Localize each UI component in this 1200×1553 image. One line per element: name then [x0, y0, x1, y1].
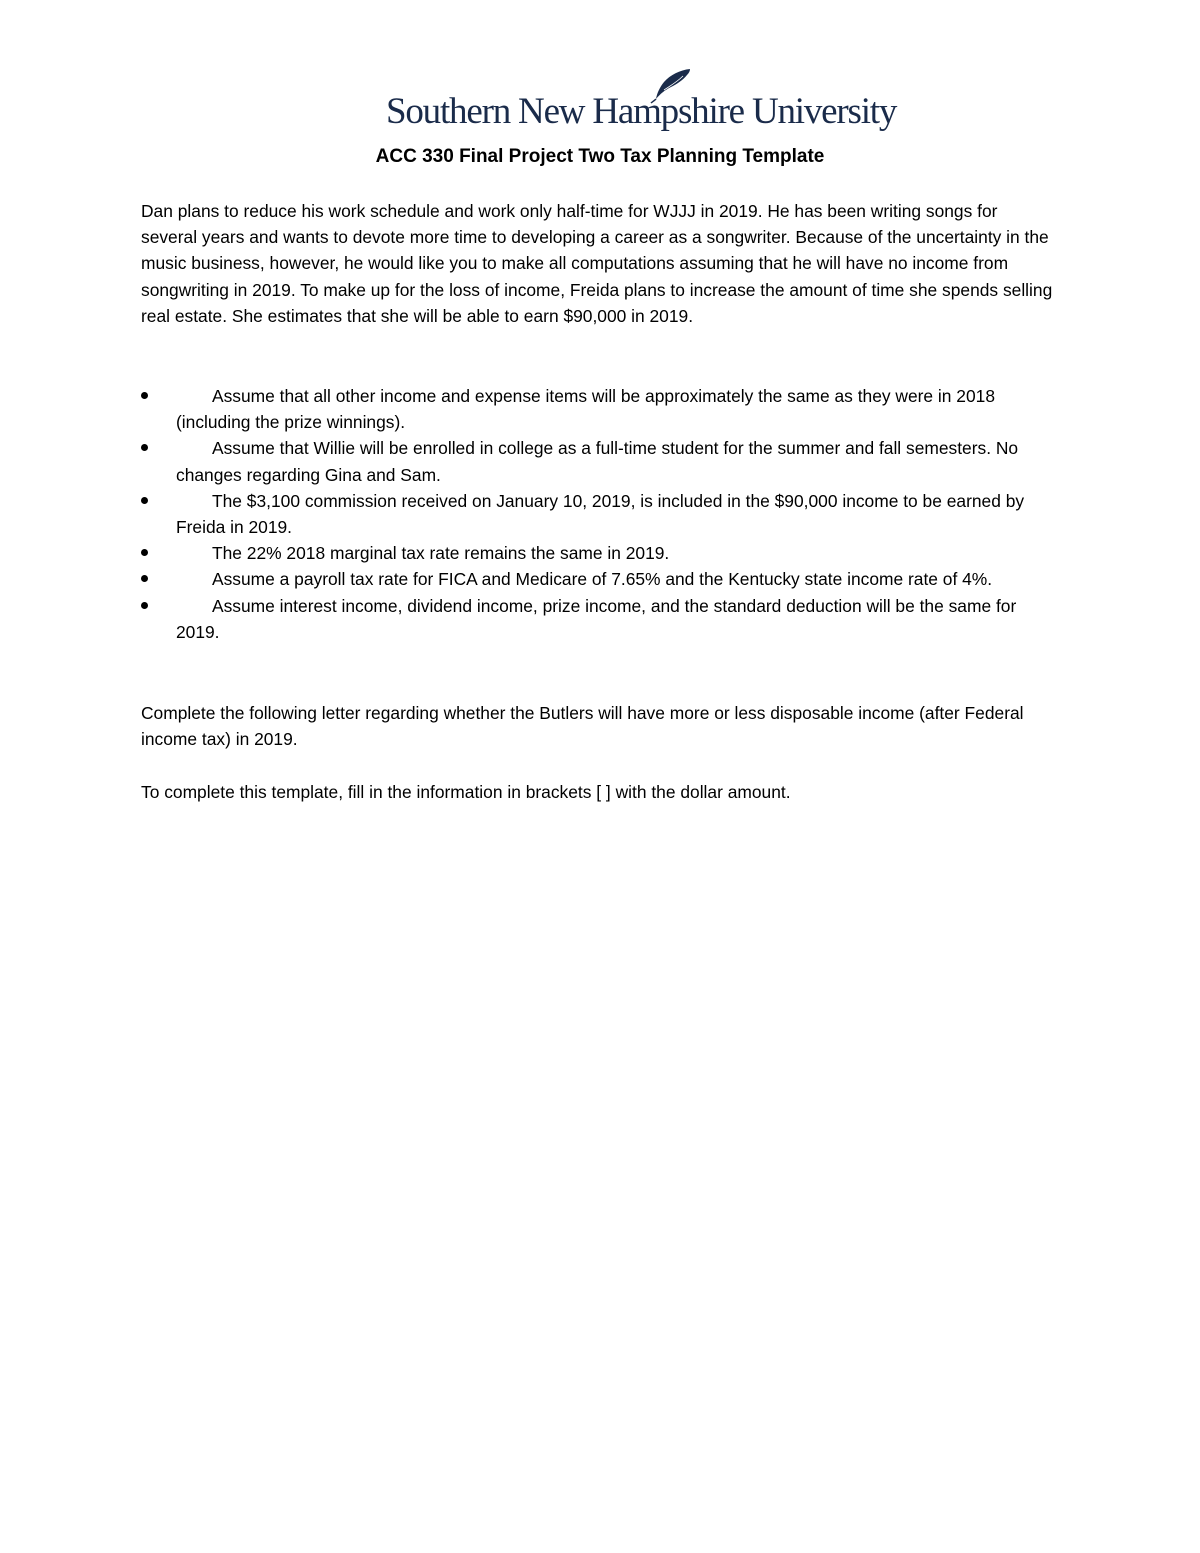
assumptions-list [141, 383, 1056, 645]
list-item [141, 566, 1056, 592]
list-item-text: Assume a payroll tax rate for FICA and Medicare of 7.65% and the Kentucky state income rate of 4%. [212, 569, 993, 590]
list-item [141, 593, 1056, 645]
list-item [141, 540, 1056, 566]
list-item-text: The $3,100 commission received on January 10, 2019, is included in the $90,000 income to be earned by Freida in 2019. [176, 490, 1025, 538]
template-instruction: To complete this template, fill in the information in brackets [ ] with the dollar amount. [141, 782, 791, 802]
list-item [141, 435, 1056, 487]
intro-paragraph: Dan plans to reduce his work schedule and work only half-time for WJJJ in 2019. He has been writing songs for several years and wants to devote more time to developing a career as a songwriter. Because of the uncertainty in the music business, however, he would like you to make all computations assuming that he will have no income from songwriting in 2019. To make up for the loss of income, Freida plans to increase the amount of time she spends selling real estate. She estimates that she will be able to earn $90,000 in 2019. [141, 201, 1053, 326]
list-item-text: Assume that all other income and expense items will be approximately the same as they were in 2018 (including the prize winnings). [176, 386, 995, 433]
bullet-icon [141, 392, 148, 399]
page-title: ACC 330 Final Project Two Tax Planning Template [375, 146, 825, 167]
list-item-text: Assume that Willie will be enrolled in college as a full-time student for the summer and fall semesters. No changes regarding Gina and Sam. [176, 438, 1019, 485]
list-item [141, 383, 1056, 435]
letter-instruction: Complete the following letter regarding whether the Butlers will have more or less disposable income (after Federal income tax) in 2019. [141, 703, 1024, 750]
bullet-icon [141, 444, 148, 451]
bullet-icon [141, 497, 148, 504]
bullet-icon [141, 549, 148, 556]
bullet-icon [141, 575, 148, 582]
list-item [141, 488, 1056, 540]
list-item-text: The 22% 2018 marginal tax rate remains the same in 2019. [212, 543, 670, 564]
logo-wordmark: Southern New Hampshire University [386, 91, 897, 132]
list-item-text: Assume interest income, dividend income, prize income, and the standard deduction will be the same for 2019. [176, 595, 1017, 642]
university-logo [386, 68, 897, 138]
bullet-icon [141, 602, 148, 609]
